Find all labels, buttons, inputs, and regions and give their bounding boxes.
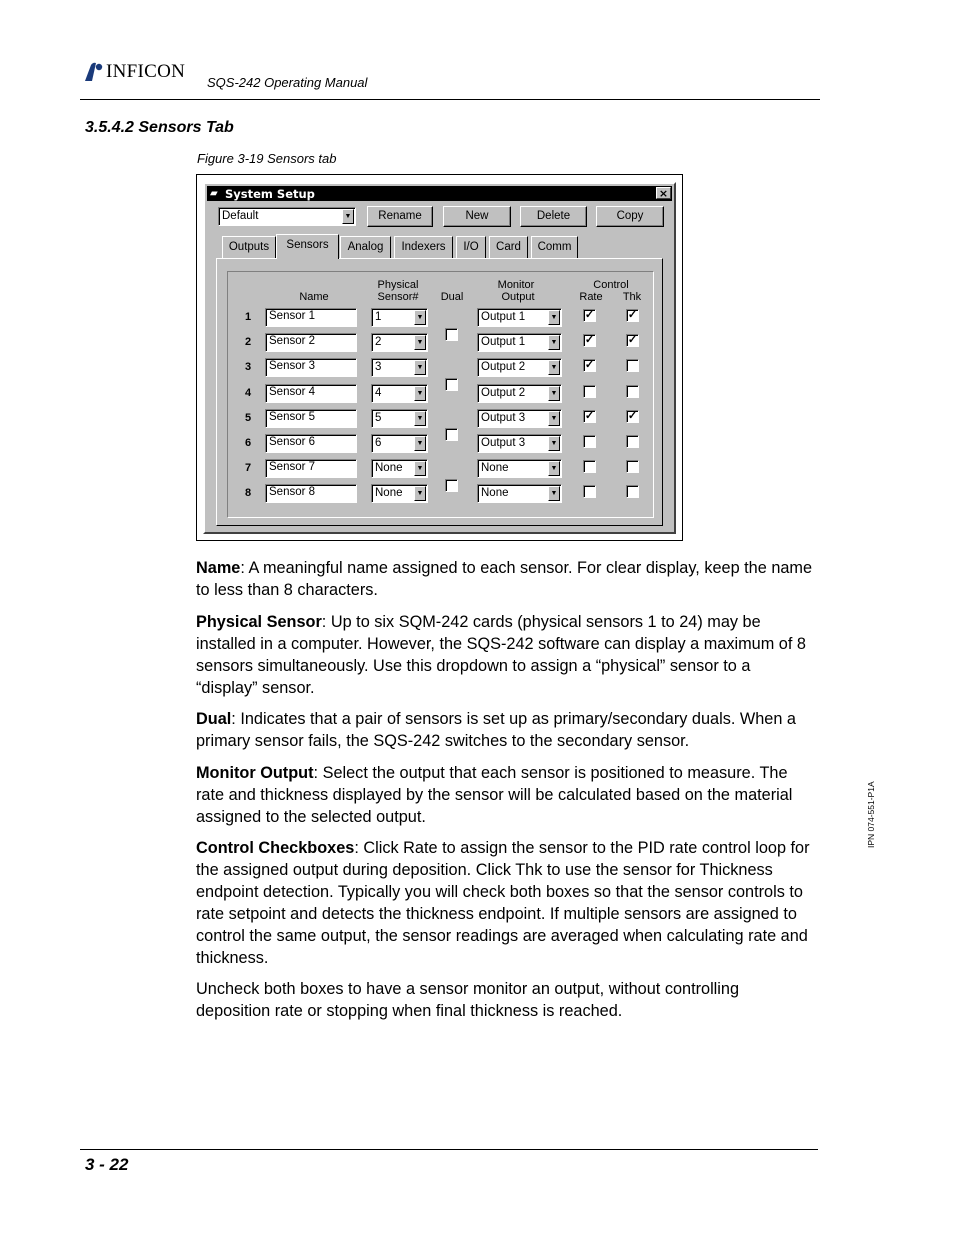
sensor-name-field[interactable]: Sensor 7 xyxy=(265,459,357,478)
physical-sensor-select[interactable] xyxy=(371,308,428,327)
physical-sensor-select-value: 6 xyxy=(375,437,382,449)
monitor-output-select[interactable] xyxy=(477,409,562,428)
physical-sensor-select-value: None xyxy=(375,487,403,499)
rate-checkbox[interactable] xyxy=(583,385,596,398)
thk-checkbox[interactable] xyxy=(626,359,639,372)
chevron-down-icon[interactable]: ▼ xyxy=(548,436,560,451)
monitor-output-select-value: Output 1 xyxy=(481,336,526,348)
chevron-down-icon[interactable]: ▼ xyxy=(548,461,560,476)
rate-checkbox[interactable]: ✓ xyxy=(584,309,595,321)
term-monitor-output: Monitor Output xyxy=(196,764,314,782)
chevron-down-icon[interactable]: ▼ xyxy=(414,386,426,401)
monitor-output-select-value: Output 2 xyxy=(481,361,526,373)
physical-sensor-select-value: None xyxy=(375,462,403,474)
thk-checkbox[interactable]: ✓ xyxy=(627,410,638,422)
sensor-name-field[interactable]: Sensor 1 xyxy=(265,308,357,327)
tab-comm[interactable]: Comm xyxy=(531,236,578,258)
term-physical-sensor: Physical Sensor xyxy=(196,613,322,631)
physical-sensor-select-value: 4 xyxy=(375,387,382,399)
page-number: 3 - 22 xyxy=(85,1155,129,1174)
rate-checkbox[interactable] xyxy=(583,485,596,498)
chevron-down-icon[interactable]: ▼ xyxy=(414,436,426,451)
paragraph-name: Name: A meaningful name assigned to each sensor. For clear display, keep the name to less than 8 characters. xyxy=(196,559,813,599)
row-number: 7 xyxy=(244,462,252,474)
physical-sensor-select-value: 3 xyxy=(375,361,382,373)
monitor-output-select-value: Output 3 xyxy=(481,412,526,424)
monitor-output-select[interactable] xyxy=(477,358,562,377)
monitor-output-select[interactable] xyxy=(477,484,562,503)
col-header-thk: Thk xyxy=(622,291,642,303)
inficon-logo xyxy=(82,60,185,84)
col-header-dual: Dual xyxy=(440,291,464,303)
physical-sensor-select-value: 5 xyxy=(375,412,382,424)
header-divider xyxy=(80,99,820,100)
row-number: 6 xyxy=(244,437,252,449)
chevron-down-icon[interactable]: ▼ xyxy=(548,360,560,375)
thk-checkbox[interactable]: ✓ xyxy=(627,309,638,321)
rename-button[interactable]: Rename xyxy=(367,206,433,227)
chevron-down-icon[interactable]: ▼ xyxy=(414,486,426,501)
chevron-down-icon[interactable]: ▼ xyxy=(414,411,426,426)
monitor-output-select[interactable] xyxy=(477,333,562,352)
dialog-title: System Setup xyxy=(225,186,315,201)
inficon-logo-mark-icon xyxy=(82,61,104,83)
physical-sensor-select[interactable] xyxy=(371,484,428,503)
physical-sensor-select-value: 1 xyxy=(375,311,382,323)
physical-sensor-select-value: 2 xyxy=(375,336,382,348)
thk-checkbox[interactable] xyxy=(626,385,639,398)
delete-button[interactable]: Delete xyxy=(520,206,587,227)
chevron-down-icon[interactable]: ▼ xyxy=(414,461,426,476)
dual-checkbox[interactable] xyxy=(445,328,458,341)
physical-sensor-select[interactable] xyxy=(371,358,428,377)
thk-checkbox[interactable]: ✓ xyxy=(627,334,638,346)
physical-sensor-select[interactable] xyxy=(371,333,428,352)
col-header-control: Control xyxy=(593,279,629,291)
thk-checkbox[interactable] xyxy=(626,485,639,498)
sensor-name-field[interactable]: Sensor 3 xyxy=(265,358,357,377)
rate-checkbox[interactable]: ✓ xyxy=(584,334,595,346)
col-header-name: Name xyxy=(299,291,329,303)
sensor-name-field[interactable]: Sensor 6 xyxy=(265,434,357,453)
manual-title: SQS-242 Operating Manual xyxy=(207,75,368,90)
monitor-output-select-value: Output 1 xyxy=(481,311,526,323)
paragraph-physical-sensor: Physical Sensor: Up to six SQM-242 cards (physical sensors 1 to 24) may be installed in a computer. However, the SQS-242 software can display a maximum of 8 sensors simultaneously. Use this dropdown to assign a “physical” sensor to a “display” sensor. xyxy=(196,613,806,697)
term-dual: Dual xyxy=(196,710,232,728)
row-number: 5 xyxy=(244,412,252,424)
monitor-output-select-value: Output 3 xyxy=(481,437,526,449)
physical-sensor-select[interactable] xyxy=(371,459,428,478)
monitor-output-select-value: Output 2 xyxy=(481,387,526,399)
monitor-output-select[interactable] xyxy=(477,308,562,327)
row-number: 1 xyxy=(244,311,252,323)
row-number: 4 xyxy=(244,387,252,399)
col-header-rate: Rate xyxy=(579,291,603,303)
col-header-physical-1: Physical xyxy=(377,279,419,291)
rate-checkbox[interactable]: ✓ xyxy=(584,359,595,371)
section-heading: 3.5.4.2 Sensors Tab xyxy=(85,119,234,136)
tab-card[interactable]: Card xyxy=(489,236,528,258)
monitor-output-select-value: None xyxy=(481,462,509,474)
tab-outputs[interactable]: Outputs xyxy=(222,236,276,258)
tab-io[interactable]: I/O xyxy=(456,236,486,258)
row-number: 8 xyxy=(244,487,252,499)
dual-checkbox[interactable] xyxy=(445,428,458,441)
tab-sensors[interactable]: Sensors xyxy=(276,234,339,259)
col-header-monitor-1: Monitor xyxy=(497,279,535,291)
thk-checkbox[interactable] xyxy=(626,460,639,473)
window-icon: ▰ xyxy=(210,187,218,199)
col-header-monitor-2: Output xyxy=(501,291,535,303)
monitor-output-select[interactable] xyxy=(477,384,562,403)
term-control-checkboxes: Control Checkboxes xyxy=(196,839,355,857)
rate-checkbox[interactable]: ✓ xyxy=(584,410,595,422)
dialog-titlebar xyxy=(207,186,672,201)
sensor-name-field[interactable]: Sensor 4 xyxy=(265,384,357,403)
chevron-down-icon[interactable]: ▼ xyxy=(548,486,560,501)
chevron-down-icon[interactable]: ▼ xyxy=(548,310,560,325)
chevron-down-icon[interactable]: ▼ xyxy=(414,335,426,350)
chevron-down-icon[interactable]: ▼ xyxy=(548,411,560,426)
physical-sensor-select[interactable] xyxy=(371,384,428,403)
monitor-output-select[interactable] xyxy=(477,459,562,478)
config-select[interactable] xyxy=(218,207,356,226)
paragraph-monitor-output: Monitor Output: Select the output that each sensor is positioned to measure. The rate and thickness displayed by the sensor will be calculated based on the material assigned to the selected output. xyxy=(196,764,793,826)
sensor-name-field[interactable]: Sensor 5 xyxy=(265,409,357,428)
row-number: 3 xyxy=(244,361,252,373)
footer-divider xyxy=(80,1149,818,1150)
chevron-down-icon[interactable]: ▼ xyxy=(548,335,560,350)
chevron-down-icon[interactable]: ▼ xyxy=(342,209,354,224)
monitor-output-select[interactable] xyxy=(477,434,562,453)
tab-indexers[interactable]: Indexers xyxy=(394,236,453,258)
dual-checkbox[interactable] xyxy=(445,378,458,391)
chevron-down-icon[interactable]: ▼ xyxy=(548,386,560,401)
config-select-value: Default xyxy=(222,210,259,222)
logo-text: INFICON xyxy=(106,61,186,82)
copy-button[interactable]: Copy xyxy=(596,206,664,227)
row-number: 2 xyxy=(244,336,252,348)
physical-sensor-select[interactable] xyxy=(371,434,428,453)
document-code: IPN 074-551-P1A xyxy=(866,781,876,848)
close-button[interactable]: × xyxy=(656,187,671,199)
thk-checkbox[interactable] xyxy=(626,435,639,448)
paragraph-uncheck: Uncheck both boxes to have a sensor monitor an output, without controlling deposition rate or stopping when final thickness is reached. xyxy=(196,980,740,1020)
term-name: Name xyxy=(196,559,241,577)
rate-checkbox[interactable] xyxy=(583,435,596,448)
physical-sensor-select[interactable] xyxy=(371,409,428,428)
sensor-name-field[interactable]: Sensor 2 xyxy=(265,333,357,352)
figure-caption: Figure 3-19 Sensors tab xyxy=(197,151,337,166)
chevron-down-icon[interactable]: ▼ xyxy=(414,310,426,325)
rate-checkbox[interactable] xyxy=(583,460,596,473)
paragraph-dual: Dual: Indicates that a pair of sensors is set up as primary/secondary duals. When a primary sensor fails, the SQS-242 switches to the secondary sensor. xyxy=(196,710,796,750)
new-button[interactable]: New xyxy=(443,206,511,227)
col-header-physical-2: Sensor# xyxy=(377,291,419,303)
monitor-output-select-value: None xyxy=(481,487,509,499)
paragraph-control-checkboxes: Control Checkboxes: Click Rate to assign the sensor to the PID rate control loop for the assigned output during deposition. Click Thk to use the sensor for Thickness endpoint detection. Typically you will check both boxes so that the sensor controls to rate setpoint and detects the thickness endpoint. If multiple sensors are assigned to control the same output, the sensor readings are averaged when calculating rate and thickness. xyxy=(196,839,810,967)
dual-checkbox[interactable] xyxy=(445,479,458,492)
sensor-name-field[interactable]: Sensor 8 xyxy=(265,484,357,503)
tab-analog[interactable]: Analog xyxy=(340,236,391,258)
chevron-down-icon[interactable]: ▼ xyxy=(414,360,426,375)
